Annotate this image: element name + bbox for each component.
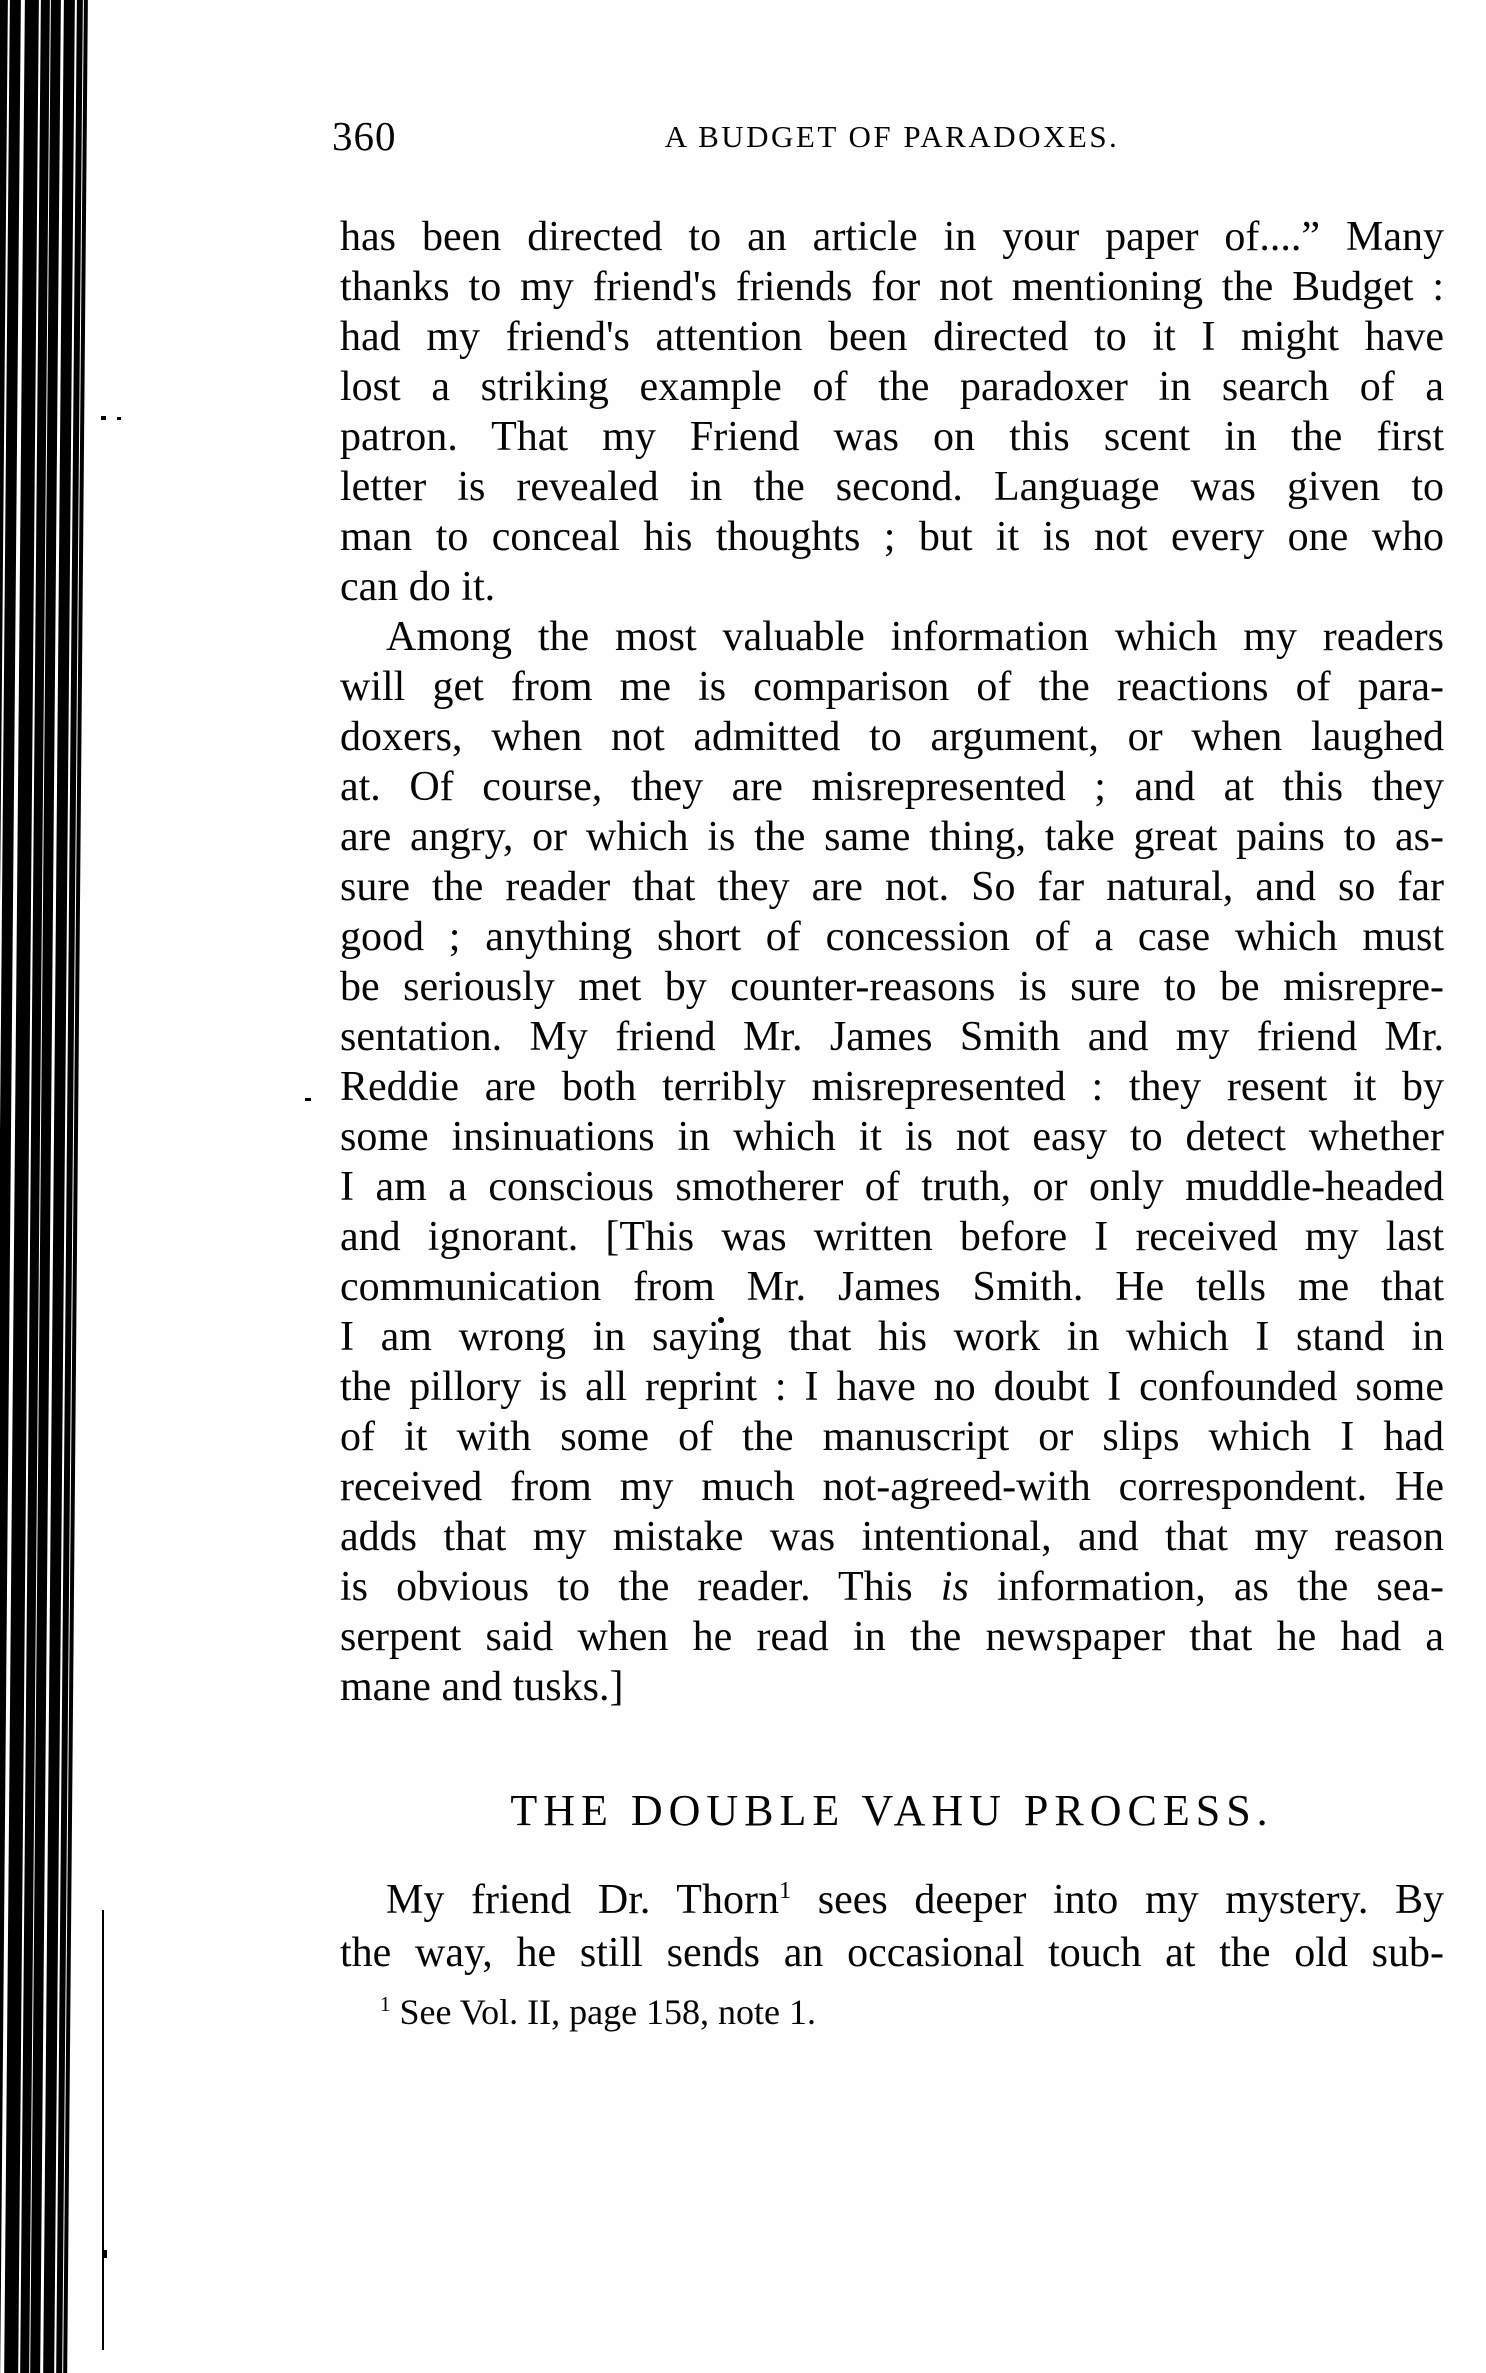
text-segment: is obvious to the reader. This [340,1564,941,1610]
scan-edge-line [102,1910,104,2350]
text-line: good ; anything short of concession of a case which must [340,914,1444,960]
text-line: will get from me is comparison of the reactions of para- [340,664,1444,710]
text-segment: My friend Dr. Thorn [386,1877,779,1923]
text-line: has been directed to an article in your paper of....” Many [340,214,1444,260]
text-line: sure the reader that they are not. So far natural, and so far [340,864,1444,910]
text-line: can do it. [340,564,496,610]
text-line: patron. That my Friend was on this scent in the first [340,414,1444,460]
footnote [340,1990,1444,2034]
text-line: lost a striking example of the paradoxer in search of a [340,364,1444,410]
scan-speck [305,1098,311,1101]
footnote-ref: 1 [778,1877,792,1904]
text-line: sentation. My friend Mr. James Smith and my friend Mr. [340,1014,1444,1060]
italic-word: is [940,1564,969,1610]
gutter-streak [40,0,64,2373]
text-line: adds that my mistake was intentional, and that my reason [340,1514,1444,1560]
text-line: Among the most valuable information which my readers [386,614,1444,660]
text-line: doxers, when not admitted to argument, or when laughed [340,714,1444,760]
text-line: serpent said when he read in the newspaper that he had a [340,1614,1444,1660]
text-line: man to conceal his thoughts ; but it is not every one who [340,514,1444,560]
text-line: are angry, or which is the same thing, take great pains to as- [340,814,1444,860]
section-heading: THE DOUBLE VAHU PROCESS. [510,1786,1274,1835]
text-line: and ignorant. [This was written before I received my last [340,1214,1444,1260]
text-segment: information, as the sea- [968,1564,1445,1610]
text-line: Reddie are both terribly misrepresented : they resent it by [340,1064,1444,1110]
text-line: mane and tusks.] [340,1664,624,1710]
text-line: the way, he still sends an occasional touch at the old sub- [340,1930,1444,1976]
text-line: letter is revealed in the second. Language was given to [340,464,1444,510]
scan-speck [117,417,121,420]
text-line: thanks to my friend's friends for not mentioning the Budget : [340,264,1444,310]
text-line: the pillory is all reprint : I have no doubt I confounded some [340,1364,1444,1410]
paragraph-3 [340,1874,1444,1980]
scan-speck [101,416,106,420]
body-text [340,212,1444,1712]
scan-speck [104,2250,107,2258]
text-line: had my friend's attention been directed to it I might have [340,314,1444,360]
text-line: received from my much not-agreed-with correspondent. He [340,1464,1444,1510]
scan-gutter-band [0,0,88,2373]
footnote-text: See Vol. II, page 158, note 1. [399,1992,817,2032]
text-line: some insinuations in which it is not easy to detect whether [340,1114,1444,1160]
text-line [340,1874,1444,1927]
text-line: be seriously met by counter-reasons is sure to be misrepre- [340,964,1444,1010]
page-header [332,112,1444,160]
text-line: at. Of course, they are misrepresented ; and at this they [340,764,1444,810]
text-line: I am wrong in saying that his work in which I stand in [340,1314,1444,1360]
text-line: of it with some of the manuscript or slips which I had [340,1414,1444,1460]
running-title: A BUDGET OF PARADOXES. [664,119,1120,154]
page-number: 360 [332,113,397,159]
text-segment: sees deeper into my mystery. By [791,1877,1444,1923]
text-line [340,1562,1444,1612]
footnote-marker: 1 [380,1992,391,2016]
text-line: communication from Mr. James Smith. He tells me that [340,1264,1444,1310]
text-line: I am a conscious smotherer of truth, or only muddle-headed [340,1164,1444,1210]
gutter-streak [29,0,51,2373]
